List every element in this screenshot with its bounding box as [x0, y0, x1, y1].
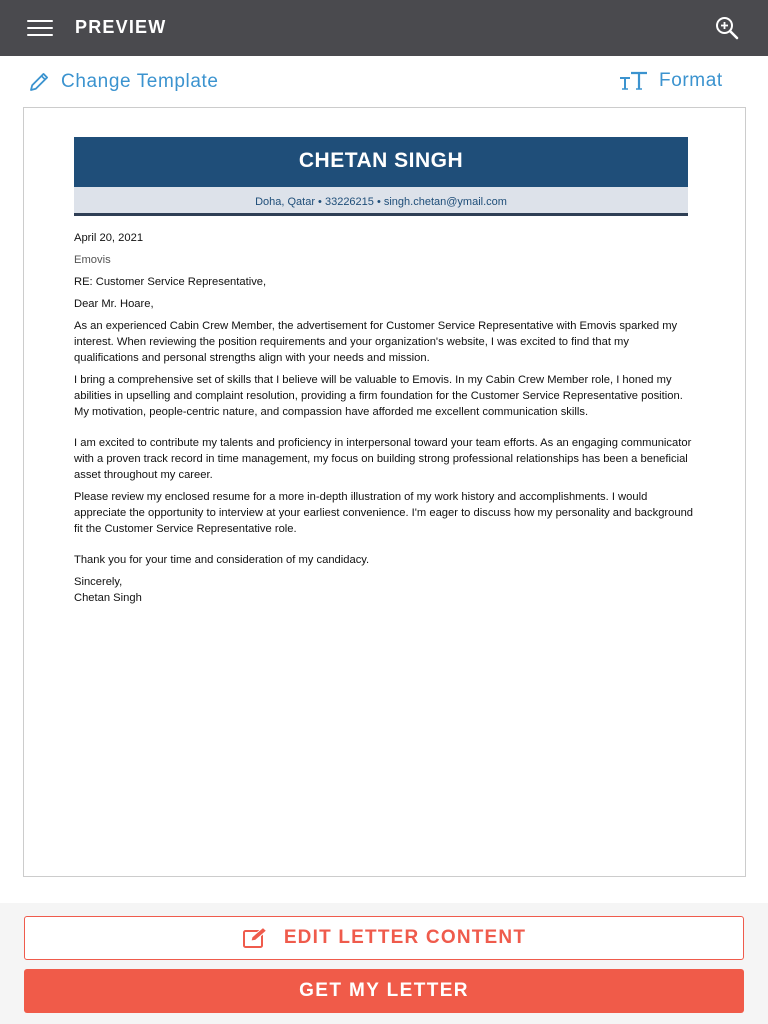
- get-my-letter-label: GET MY LETTER: [299, 980, 469, 1001]
- letter-preview[interactable]: [23, 107, 746, 877]
- change-template-button[interactable]: [27, 70, 219, 94]
- edit-square-icon: [242, 927, 272, 949]
- letter-contact-info: Doha, Qatar • 33226215 • singh.chetan@ymail.com: [74, 187, 688, 216]
- letter-paragraph-3: I am excited to contribute my talents and proficiency in interpersonal toward your team efforts. As an engaging communicator with a proven track record in time management, my focus on building strong professional relationships has been a beneficial asset throughout my career.: [74, 437, 692, 481]
- text-size-icon: [619, 70, 649, 92]
- change-template-label: Change Template: [61, 71, 219, 92]
- letter-salutation: Dear Mr. Hoare,: [74, 298, 154, 310]
- letter-header-name: CHETAN SINGH: [74, 137, 688, 187]
- letter-company: Emovis: [74, 254, 111, 266]
- letter-re-line: RE: Customer Service Representative,: [74, 276, 267, 288]
- edit-letter-content-button[interactable]: [24, 916, 744, 960]
- format-button[interactable]: [619, 70, 723, 92]
- toolbar: [0, 56, 768, 106]
- edit-letter-content-label: EDIT LETTER CONTENT: [283, 927, 527, 948]
- letter-signature: Chetan Singh: [74, 592, 142, 604]
- letter-paragraph-2: I bring a comprehensive set of skills that I believe will be valuable to Emovis. In my Cabin Crew Member role, I honed my abilities in upselling and complaint resolution, providing a firm foundation for the Customer Service Representative position. My motivation, people-centric nature, and compassion have afforded me excellent communication skills.: [74, 374, 683, 418]
- get-my-letter-button[interactable]: [24, 969, 744, 1013]
- pencil-icon: [27, 70, 51, 94]
- format-label: Format: [659, 70, 723, 91]
- top-app-bar: [0, 0, 768, 56]
- zoom-in-icon[interactable]: [713, 14, 741, 42]
- page-title: PREVIEW: [75, 17, 167, 37]
- letter-date: April 20, 2021: [74, 232, 144, 244]
- letter-closing: Sincerely,: [74, 576, 123, 588]
- letter-paragraph-1: As an experienced Cabin Crew Member, the advertisement for Customer Service Representative with Emovis sparked my interest. When reviewing the position requirements and your organization's website, I was excited to find that my qualifications and personal strengths align with your needs and mission.: [74, 320, 678, 364]
- hamburger-menu-icon[interactable]: [27, 20, 53, 36]
- bottom-action-area: [0, 903, 768, 1024]
- letter-paragraph-5: Thank you for your time and consideration of my candidacy.: [74, 554, 370, 566]
- letter-body: [74, 230, 694, 612]
- letter-paragraph-4: Please review my enclosed resume for a more in-depth illustration of my work history and accomplishments. I would appreciate the opportunity to interview at your earliest convenience. I'm eager to discuss how my personality and background fit the Customer Service Representative role.: [74, 491, 694, 535]
